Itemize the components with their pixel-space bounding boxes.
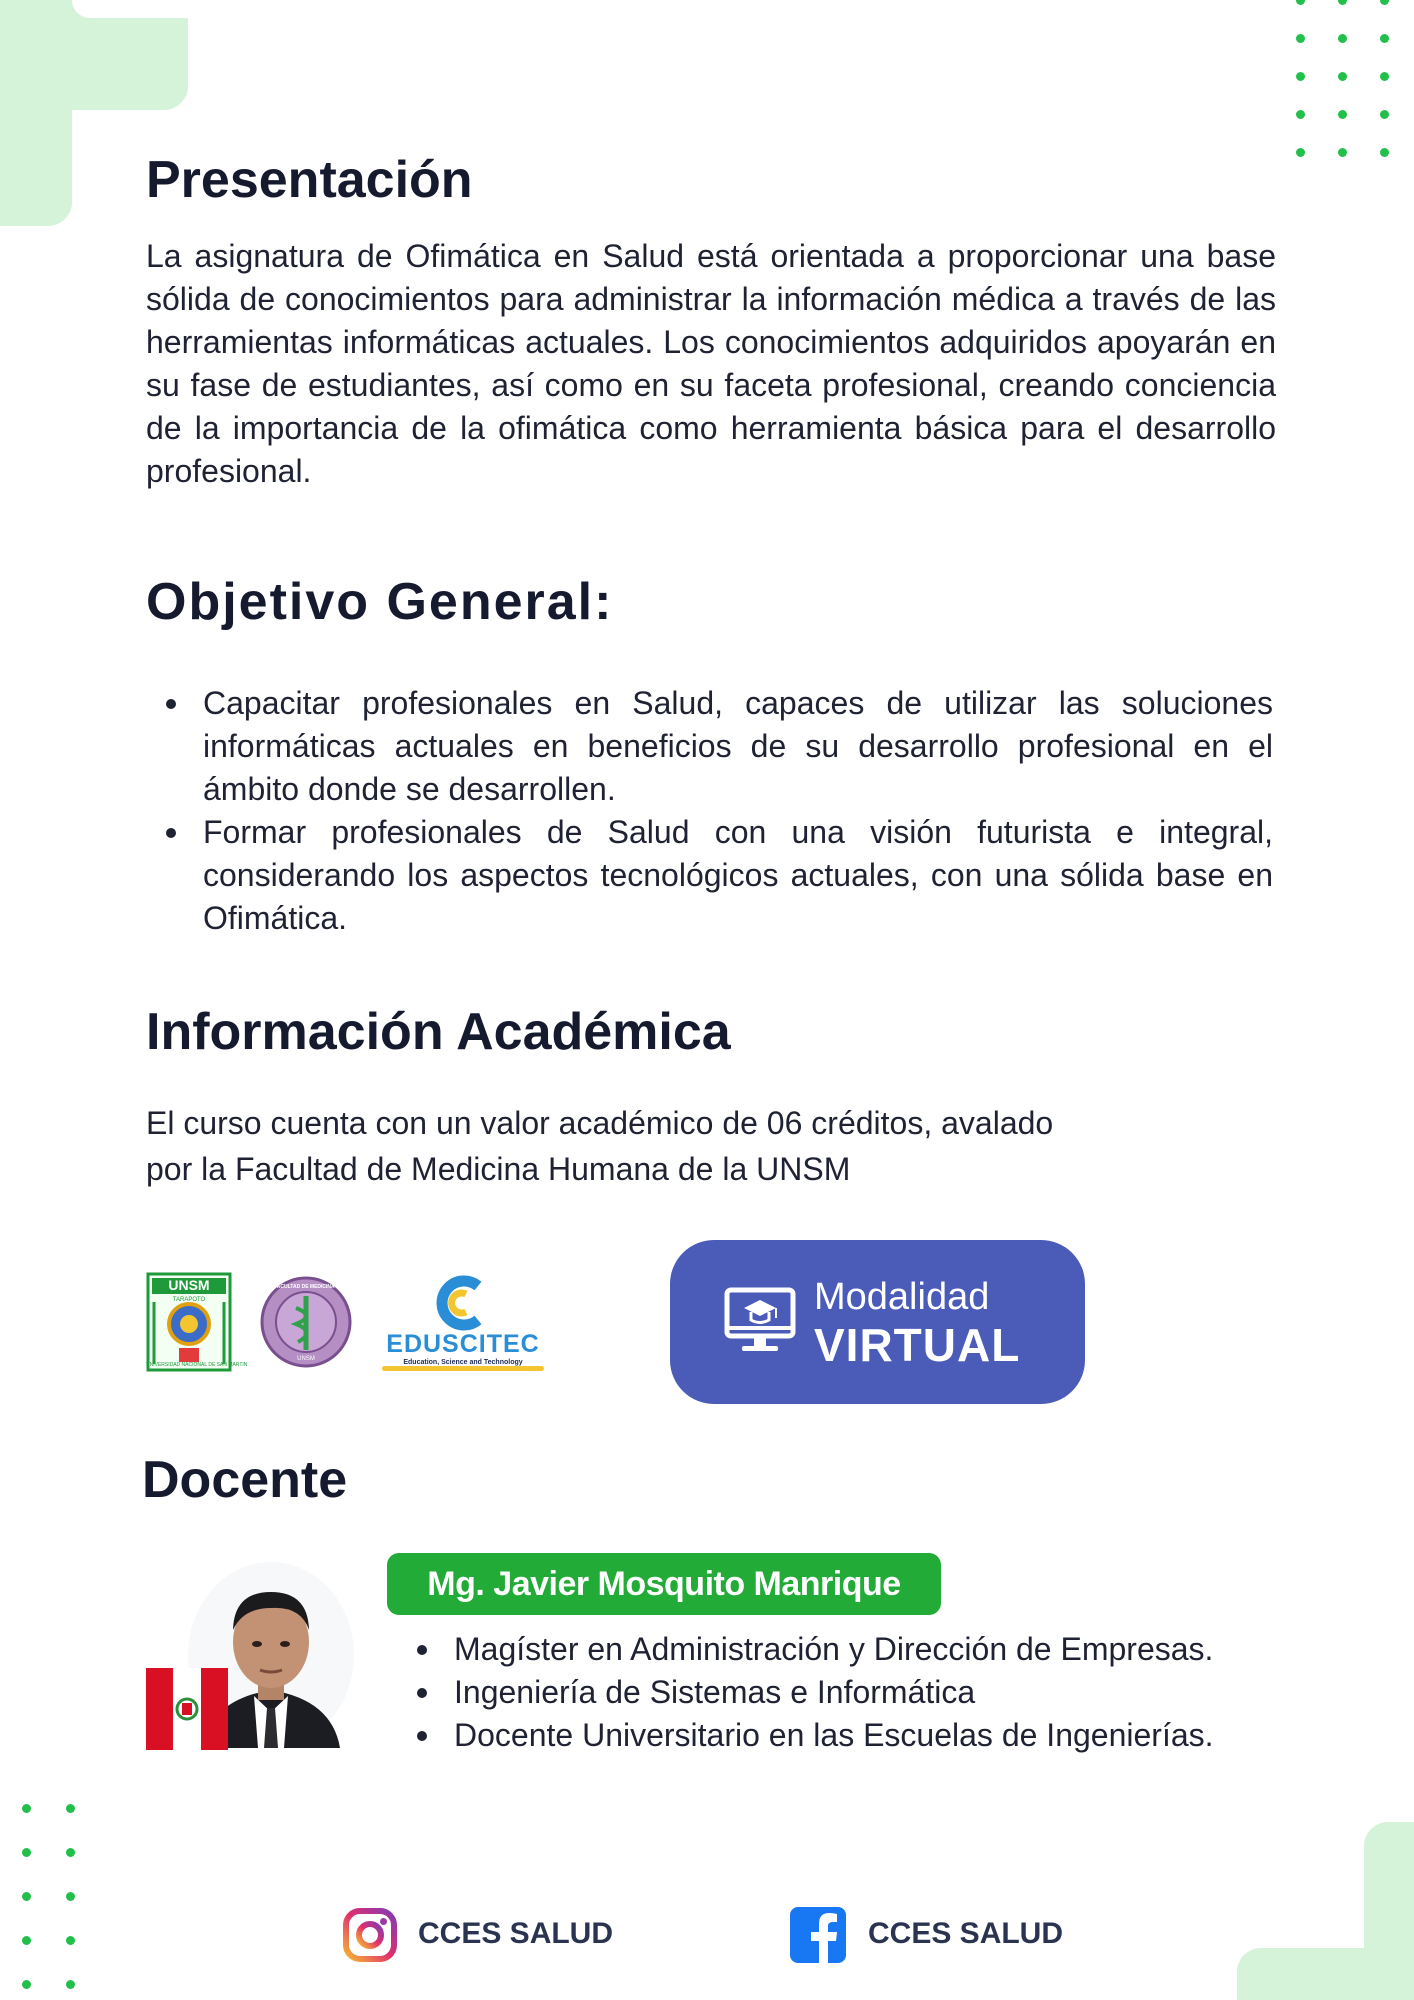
instagram-link[interactable] xyxy=(340,1905,640,1965)
facebook-icon xyxy=(790,1905,846,1968)
virtual-label: VIRTUAL xyxy=(814,1319,1021,1371)
corner-shape-top-left-stem xyxy=(0,0,72,226)
docente-name-badge: Mg. Javier Mosquito Manrique xyxy=(387,1553,941,1615)
academica-title: Información Académica xyxy=(146,1003,731,1061)
list-item: Docente Universitario en las Escuelas de Ingenierías. xyxy=(397,1714,1297,1757)
presentacion-text: La asignatura de Ofimática en Salud está orientada a proporcionar una base sólida de conocimientos para administrar la información médica a través de las herramientas informáticas actuales. Los conocimientos adquiridos apoyarán en su fase de estudiantes, así como en su faceta profesional, creando conciencia de la importancia de la ofimática como herramienta básica para el desarrollo profesional. xyxy=(146,238,1276,489)
docente-title: Docente xyxy=(142,1451,348,1509)
peru-flag-icon xyxy=(146,1668,228,1750)
presentacion-title: Presentación xyxy=(146,151,473,209)
academica-line-1: El curso cuenta con un valor académico de 06 créditos, avalado xyxy=(146,1105,1054,1141)
facebook-link[interactable] xyxy=(790,1905,1090,1965)
facultad-medicina-logo xyxy=(260,1272,359,1372)
objetivo-list xyxy=(146,682,1273,940)
modalidad-virtual-badge xyxy=(670,1240,1085,1404)
docente-credentials xyxy=(397,1628,1297,1757)
eduscitec-name: EDUSCITEC xyxy=(386,1330,540,1358)
list-item: Capacitar profesionales en Salud, capaces de utilizar las soluciones informáticas actuales en beneficios de su desarrollo profesional en el ámbito donde se desarrollen. xyxy=(146,682,1273,811)
list-item: Ingeniería de Sistemas e Informática xyxy=(397,1671,1297,1714)
corner-shape-bottom-right-stem xyxy=(1364,1822,1414,2000)
facultad-medicina-logo-text: FACULTAD DE MEDICINA HUMANA xyxy=(274,1284,359,1290)
dot-grid-top-right xyxy=(1296,0,1396,160)
dot-grid-bottom-left xyxy=(22,1804,82,2000)
list-item: Magíster en Administración y Dirección de Empresas. xyxy=(397,1628,1297,1671)
instagram-icon xyxy=(342,1907,398,1968)
objetivo-title: Objetivo General: xyxy=(146,573,614,631)
unsm-logo-arc: UNIVERSIDAD NACIONAL DE SAN MARTIN xyxy=(146,1362,248,1368)
list-item: Formar profesionales de Salud con una visión futurista e integral, considerando los aspectos tecnológicos actuales, con una sólida base en Ofimática. xyxy=(146,811,1273,940)
modalidad-label: Modalidad xyxy=(814,1276,990,1318)
unsm-logo-text: UNSM xyxy=(168,1277,210,1293)
academica-text xyxy=(146,1100,1276,1192)
eduscitec-logo xyxy=(380,1276,546,1372)
academica-line-2: por la Facultad de Medicina Humana de la UNSM xyxy=(146,1151,851,1187)
facebook-label: CCES SALUD xyxy=(868,1917,1064,1950)
eduscitec-tagline: Education, Science and Technology xyxy=(403,1359,523,1366)
unsm-logo-small: TARAPOTO xyxy=(172,1297,206,1303)
online-class-monitor-icon xyxy=(724,1284,796,1361)
unsm-logo xyxy=(146,1272,248,1372)
corner-cutout xyxy=(72,0,188,18)
instagram-label: CCES SALUD xyxy=(418,1917,614,1950)
facultad-medicina-logo-bottom: UNSM xyxy=(297,1356,315,1362)
